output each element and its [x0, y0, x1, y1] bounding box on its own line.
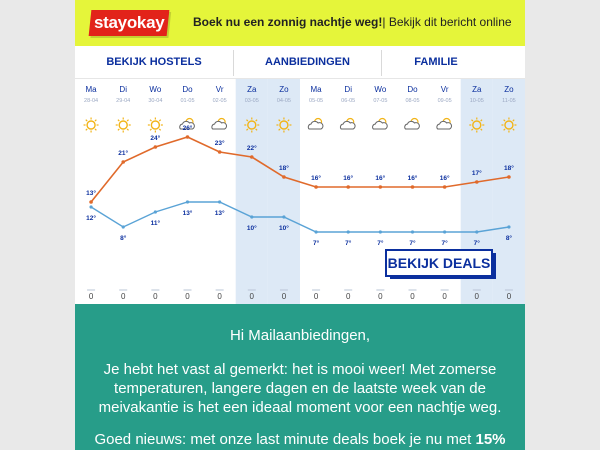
rain-value: 0 — [442, 292, 447, 301]
min-temp-point — [347, 230, 350, 233]
sun-icon — [116, 118, 131, 133]
max-temp-point — [507, 175, 511, 179]
max-temp-label: 26° — [182, 125, 193, 132]
rain-value: 0 — [506, 292, 512, 301]
date-label: 03-05 — [244, 98, 259, 104]
header-message-bold: Boek nu een zonnig nachtje weg! — [193, 15, 383, 29]
rain-value: 0 — [378, 292, 383, 301]
min-temp-label: 8° — [505, 235, 513, 242]
min-temp-label: 7° — [312, 240, 320, 247]
min-temp-label: 7° — [441, 240, 448, 247]
day-label: Zo — [504, 85, 514, 94]
max-temp-point — [411, 185, 415, 189]
weather-forecast — [75, 79, 525, 304]
day-label: Di — [344, 85, 352, 94]
day-label: Vr — [440, 85, 449, 94]
forecast-chart — [75, 79, 525, 304]
weekend-column-bg — [268, 79, 300, 304]
max-temp-point — [250, 155, 254, 159]
date-label: 05-05 — [309, 98, 324, 104]
min-temp-label: 7° — [377, 240, 384, 247]
min-temp-label: 7° — [345, 240, 352, 247]
weekend-column-bg — [236, 79, 268, 304]
max-temp-label: 18° — [504, 165, 514, 172]
max-temp-point — [379, 185, 383, 189]
min-temp-point — [122, 225, 125, 228]
rain-value: 0 — [88, 292, 94, 301]
day-label: Do — [182, 85, 193, 94]
rain-value: 0 — [120, 292, 126, 301]
max-temp-label: 16° — [375, 175, 386, 182]
rain-value: 0 — [313, 292, 319, 301]
rain-value: 0 — [281, 292, 287, 301]
day-label: Za — [247, 85, 257, 94]
min-temp-point — [443, 230, 446, 233]
partly-cloudy-icon — [212, 119, 227, 130]
max-temp-label: 13° — [86, 190, 96, 197]
stayokay-logo[interactable]: stayokay — [89, 10, 170, 36]
day-label: Vr — [215, 85, 224, 94]
max-temp-label: 17° — [471, 170, 482, 177]
max-temp-point — [443, 185, 447, 189]
max-temp-label: 16° — [343, 175, 354, 182]
max-temp-label: 16° — [311, 175, 321, 182]
max-temp-point — [475, 180, 479, 184]
min-temp-label: 10° — [279, 225, 289, 232]
partly-cloudy-icon — [308, 119, 323, 130]
rain-value: 0 — [217, 292, 222, 301]
min-temp-label: 10° — [246, 225, 257, 232]
sun-icon — [148, 118, 163, 133]
discount-percentage: 15% — [475, 431, 506, 448]
max-temp-label: 21° — [118, 150, 129, 157]
main-nav — [75, 46, 525, 79]
max-temp-label: 18° — [279, 165, 289, 172]
min-temp-label: 11° — [150, 220, 161, 227]
date-label: 11-05 — [502, 98, 516, 104]
day-label: Ma — [310, 85, 322, 94]
min-temp-point — [282, 215, 285, 218]
min-temp-point — [411, 230, 414, 233]
rain-value: 0 — [153, 292, 158, 301]
intro-paragraph: Je hebt het vast al gemerkt: het is mooi weer! Met zomerse temperaturen, langere dagen en de laatste week van de meivakantie is het een ideaal moment voor een nachtje weg. — [98, 361, 502, 416]
max-temp-label: 23° — [214, 140, 225, 147]
date-label: 08-05 — [405, 98, 420, 104]
max-temp-label: 24° — [150, 135, 161, 142]
rain-value: 0 — [410, 292, 415, 301]
day-label: Zo — [279, 85, 289, 94]
day-label: Ma — [85, 85, 97, 94]
max-temp-point — [121, 160, 125, 164]
max-temp-label: 16° — [439, 175, 450, 182]
max-temp-point — [89, 200, 93, 204]
date-label: 01-05 — [180, 98, 195, 104]
max-temp-point — [282, 175, 286, 179]
weekend-column-bg — [493, 79, 525, 304]
date-label: 07-05 — [373, 98, 388, 104]
date-label: 10-05 — [469, 98, 484, 104]
view-online-link[interactable]: Bekijk dit bericht online — [388, 15, 512, 29]
deals-paragraph — [85, 430, 515, 449]
day-label: Wo — [374, 85, 387, 94]
deals-button-label[interactable]: BEKIJK DEALS — [387, 255, 491, 271]
date-label: 04-05 — [276, 98, 291, 104]
header-bar — [75, 0, 525, 46]
max-temp-point — [186, 135, 190, 139]
date-label: 29-04 — [116, 98, 131, 104]
email-frame — [75, 0, 525, 450]
max-temp-point — [218, 150, 222, 154]
rain-value: 0 — [249, 292, 255, 301]
min-temp-label: 13° — [214, 210, 225, 217]
max-temp-point — [154, 145, 158, 149]
nav-bekijk-hostels[interactable]: BEKIJK HOSTELS — [106, 56, 202, 68]
header-message — [193, 15, 512, 29]
day-label: Wo — [149, 85, 162, 94]
partly-cloudy-icon — [373, 119, 388, 130]
date-label: 06-05 — [341, 98, 356, 104]
max-temp-label: 22° — [246, 145, 257, 152]
greeting: Hi Mailaanbiedingen, — [229, 327, 371, 344]
min-temp-label: 7° — [409, 240, 416, 247]
min-temp-point — [186, 200, 189, 203]
max-temp-point — [314, 185, 318, 189]
sun-icon — [84, 118, 99, 133]
min-temp-label: 8° — [120, 235, 127, 242]
welcome-section — [75, 304, 525, 450]
max-temp-label: 16° — [407, 175, 418, 182]
header-separator: | — [382, 15, 386, 29]
date-label: 02-05 — [212, 98, 227, 104]
min-temp-point — [89, 205, 92, 208]
rain-value: 0 — [185, 292, 190, 301]
min-temp-point — [475, 230, 478, 233]
date-label: 30-04 — [148, 98, 163, 104]
day-label: Do — [407, 85, 418, 94]
rain-value: 0 — [345, 292, 351, 301]
date-label: 28-04 — [84, 98, 99, 104]
partly-cloudy-icon — [340, 119, 355, 130]
min-temp-point — [154, 210, 157, 213]
partly-cloudy-icon — [405, 119, 420, 130]
min-temp-point — [218, 200, 221, 203]
date-label: 09-05 — [437, 98, 452, 104]
min-temp-point — [507, 225, 510, 228]
min-temp-label: 7° — [473, 240, 480, 247]
max-temp-point — [346, 185, 350, 189]
min-temp-label: 13° — [182, 210, 193, 217]
day-label: Za — [472, 85, 482, 94]
nav-familie[interactable]: FAMILIE — [414, 56, 458, 68]
day-label: Di — [119, 85, 127, 94]
deals-paragraph-text: Goed nieuws: met onze last minute deals boek je nu met — [94, 431, 476, 448]
min-temp-point — [250, 215, 253, 218]
nav-aanbiedingen[interactable]: AANBIEDINGEN — [265, 56, 350, 68]
partly-cloudy-icon — [437, 119, 452, 130]
min-temp-point — [379, 230, 382, 233]
min-temp-label: 12° — [86, 215, 96, 222]
min-temp-point — [314, 230, 317, 233]
rain-value: 0 — [474, 292, 480, 301]
